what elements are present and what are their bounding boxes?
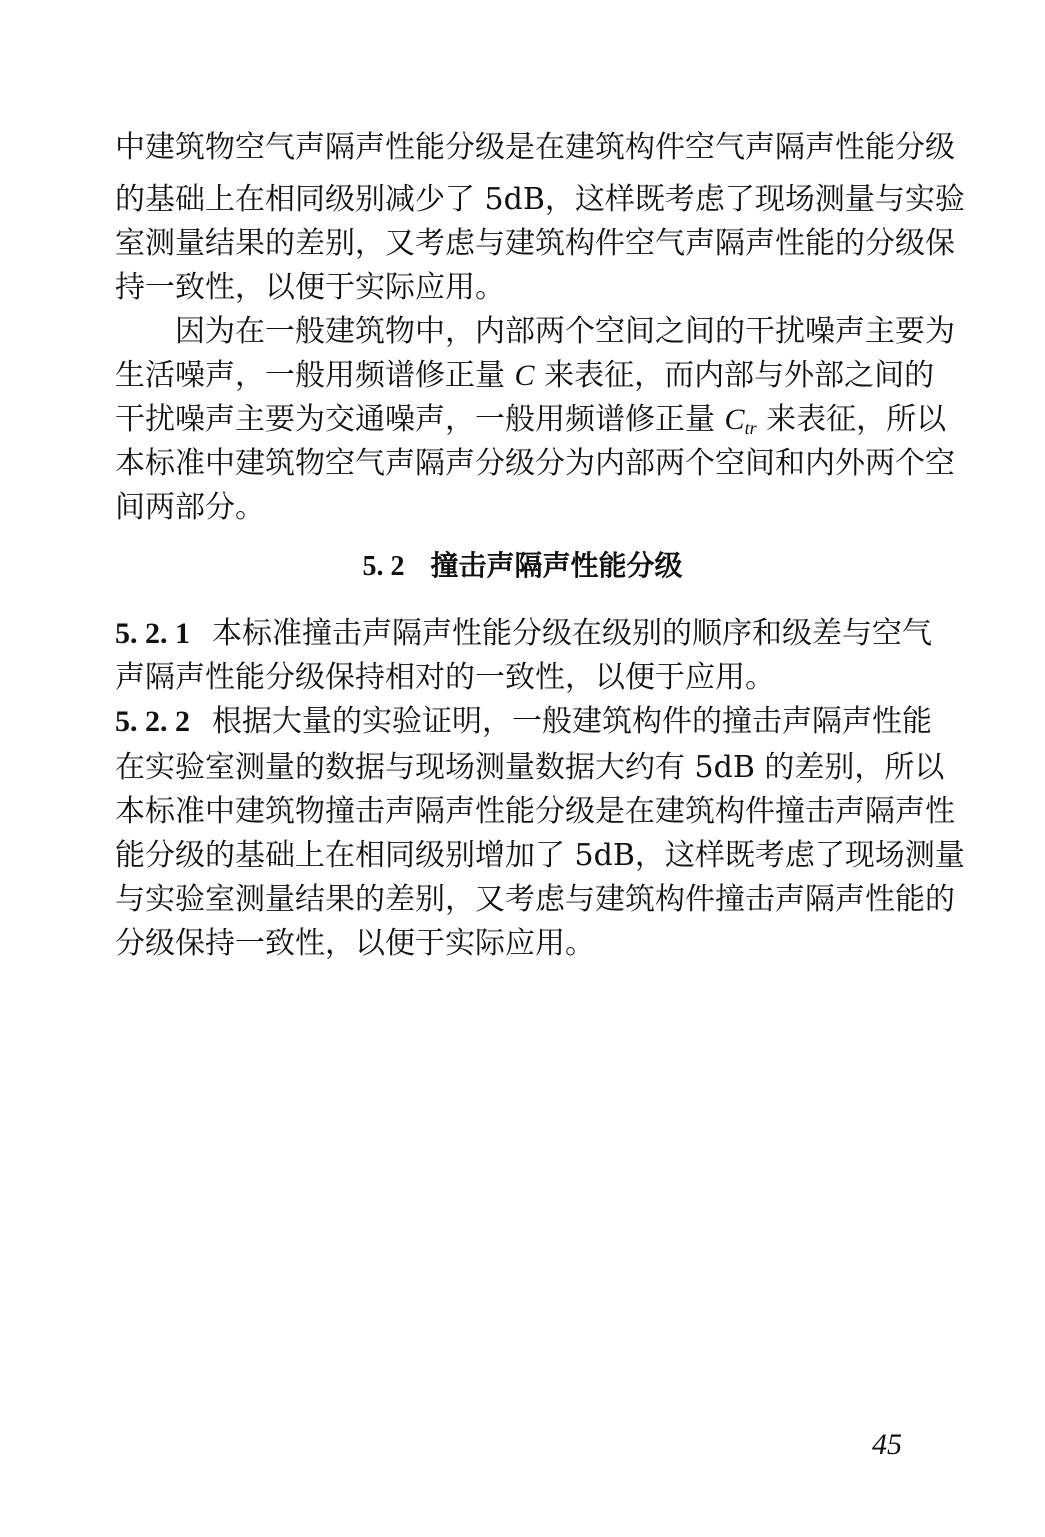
clause-522-number: 5. 2. 2	[115, 705, 190, 738]
section-heading	[0, 544, 1045, 589]
para1-line-4: 持一致性，以便于实际应用。	[115, 270, 505, 305]
clause-521-line-1	[115, 612, 930, 656]
clause-521-number: 5. 2. 1	[115, 617, 190, 650]
clause-522-line-2: 在实验室测量的数据与现场测量数据大约有 5dB 的差别，所以	[115, 750, 945, 785]
clause-522-line-3: 本标准中建筑物撞击声隔声性能分级是在建筑构件撞击声隔声性	[115, 794, 955, 829]
para2-line-2-text-b: 来表征，而内部与外部之间的	[534, 358, 935, 393]
clause-522-line-5: 与实验室测量结果的差别，又考虑与建筑构件撞击声隔声性能的	[115, 882, 955, 917]
para2-line-2	[115, 354, 935, 398]
var-c-tr-subscript: tr	[744, 418, 757, 438]
clause-521-text-1: 本标准撞击声隔声性能分级在级别的顺序和级差与空气	[212, 616, 932, 651]
var-c-tr: C	[724, 403, 745, 436]
clause-522-line-4: 能分级的基础上在相同级别增加了 5dB，这样既考虑了现场测量	[115, 838, 965, 873]
var-c: C	[514, 359, 535, 392]
para1-line-3: 室测量结果的差别，又考虑与建筑构件空气声隔声性能的分级保	[115, 226, 955, 261]
para2-line-1: 因为在一般建筑物中，内部两个空间之间的干扰噪声主要为	[175, 314, 955, 349]
clause-522-line-6: 分级保持一致性，以便于实际应用。	[115, 926, 595, 961]
para2-line-4: 本标准中建筑物空气声隔声分级分为内部两个空间和内外两个空	[115, 446, 955, 481]
section-number: 5. 2	[362, 551, 405, 582]
para1-line-2: 的基础上在相同级别减少了 5dB，这样既考虑了现场测量与实验	[115, 182, 965, 217]
page-number: 45	[872, 1428, 902, 1461]
clause-521-line-2: 声隔声性能分级保持相对的一致性，以便于应用。	[115, 660, 775, 695]
para1-line-1: 中建筑物空气声隔声性能分级是在建筑构件空气声隔声性能分级	[115, 130, 955, 165]
para2-line-3-text-b: 来表征，所以	[756, 402, 947, 437]
para2-line-5: 间两部分。	[115, 490, 265, 525]
para2-line-2-text-a: 生活噪声，一般用频谱修正量	[115, 358, 515, 393]
section-title: 撞击声隔声性能分级	[430, 549, 683, 582]
para2-line-3-text-a: 干扰噪声主要为交通噪声，一般用频谱修正量	[115, 402, 725, 437]
clause-522-text-1: 根据大量的实验证明，一般建筑构件的撞击声隔声性能	[212, 704, 932, 739]
clause-522-line-1	[115, 700, 930, 744]
